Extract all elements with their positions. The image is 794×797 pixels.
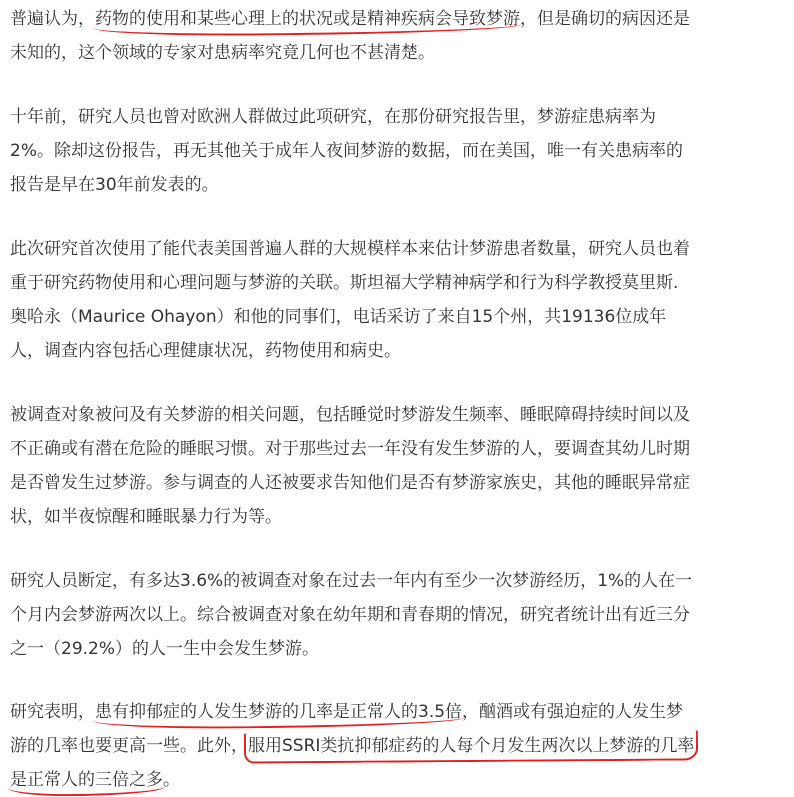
paragraph-1	[10, 2, 786, 70]
text-line: 未知的，这个领域的专家对患病率究竟几何也不甚清楚。	[10, 43, 435, 63]
paragraph-2	[10, 100, 786, 202]
text-line: 报告是早在30年前发表的。	[10, 175, 219, 195]
text-line: 奥哈永（Maurice Ohayon）和他的同事们，电话采访了来自15个州，共19136位成年	[10, 307, 667, 327]
text-line: 不正确或有潜在危险的睡眠习惯。对于那些过去一年没有发生梦游的人，要调查其幼儿时期	[10, 439, 690, 459]
paragraph-gap	[10, 368, 786, 398]
paragraph-5	[10, 564, 786, 666]
article-body	[10, 2, 786, 797]
red-underlined-phrase: 是正常人的三倍之多	[10, 770, 163, 790]
text-line: 2%。除却这份报告，再无其他关于成年人夜间梦游的数据，而在美国，唯一有关患病率的	[10, 141, 683, 161]
text-span: 游的几率也要更高一些。此外，	[10, 736, 248, 756]
red-underlined-phrase: 药物的使用和某些心理上的状况或是精神疾病会导致梦游	[95, 9, 520, 29]
text-line	[10, 695, 786, 729]
paragraph-gap	[10, 534, 786, 564]
paragraph-3	[10, 232, 786, 368]
text-line: 人，调查内容包括心理健康状况，药物使用和病史。	[10, 341, 401, 361]
text-span: ，但是确切的病因还是	[520, 9, 690, 29]
paragraph-gap	[10, 202, 786, 232]
text-line	[10, 763, 786, 797]
paragraph-gap	[10, 666, 786, 695]
text-line: 之一（29.2%）的人一生中会发生梦游。	[10, 639, 320, 659]
text-span: 研究表明，	[10, 702, 95, 722]
text-span: 普遍认为，	[10, 9, 95, 29]
text-span: ，酗酒或有强迫症的人发生梦	[462, 702, 684, 722]
red-boxed-phrase: 服用SSRI类抗抑郁症药的人每个月发生两次以上梦游的几率	[248, 736, 695, 756]
text-line: 十年前，研究人员也曾对欧洲人群做过此项研究，在那份研究报告里，梦游症患病率为	[10, 107, 656, 127]
paragraph-gap	[10, 70, 786, 100]
text-line: 个月内会梦游两次以上。综合被调查对象在幼年期和青春期的情况，研究者统计出有近三分	[10, 605, 690, 625]
paragraph-6	[10, 695, 786, 797]
text-line: 状，如半夜惊醒和睡眠暴力行为等。	[10, 507, 282, 527]
text-line: 是否曾发生过梦游。参与调查的人还被要求告知他们是否有梦游家族史，其他的睡眠异常症	[10, 473, 690, 493]
text-line: 被调查对象被问及有关梦游的相关问题，包括睡觉时梦游发生频率、睡眠障碍持续时间以及	[10, 405, 690, 425]
red-underlined-phrase: 患有抑郁症的人发生梦游的几率是正常人的3.5倍	[95, 702, 463, 722]
text-line: 研究人员断定，有多达3.6%的被调查对象在过去一年内有至少一次梦游经历，1%的人在一	[10, 571, 693, 591]
paragraph-4	[10, 398, 786, 534]
text-line	[10, 2, 786, 36]
text-span: 。	[163, 770, 180, 790]
text-line: 此次研究首次使用了能代表美国普遍人群的大规模样本来估计梦游患者数量，研究人员也着	[10, 239, 690, 259]
text-line	[10, 729, 786, 763]
text-line: 重于研究药物使用和心理问题与梦游的关联。斯坦福大学精神病学和行为科学教授莫里斯.	[10, 273, 679, 293]
